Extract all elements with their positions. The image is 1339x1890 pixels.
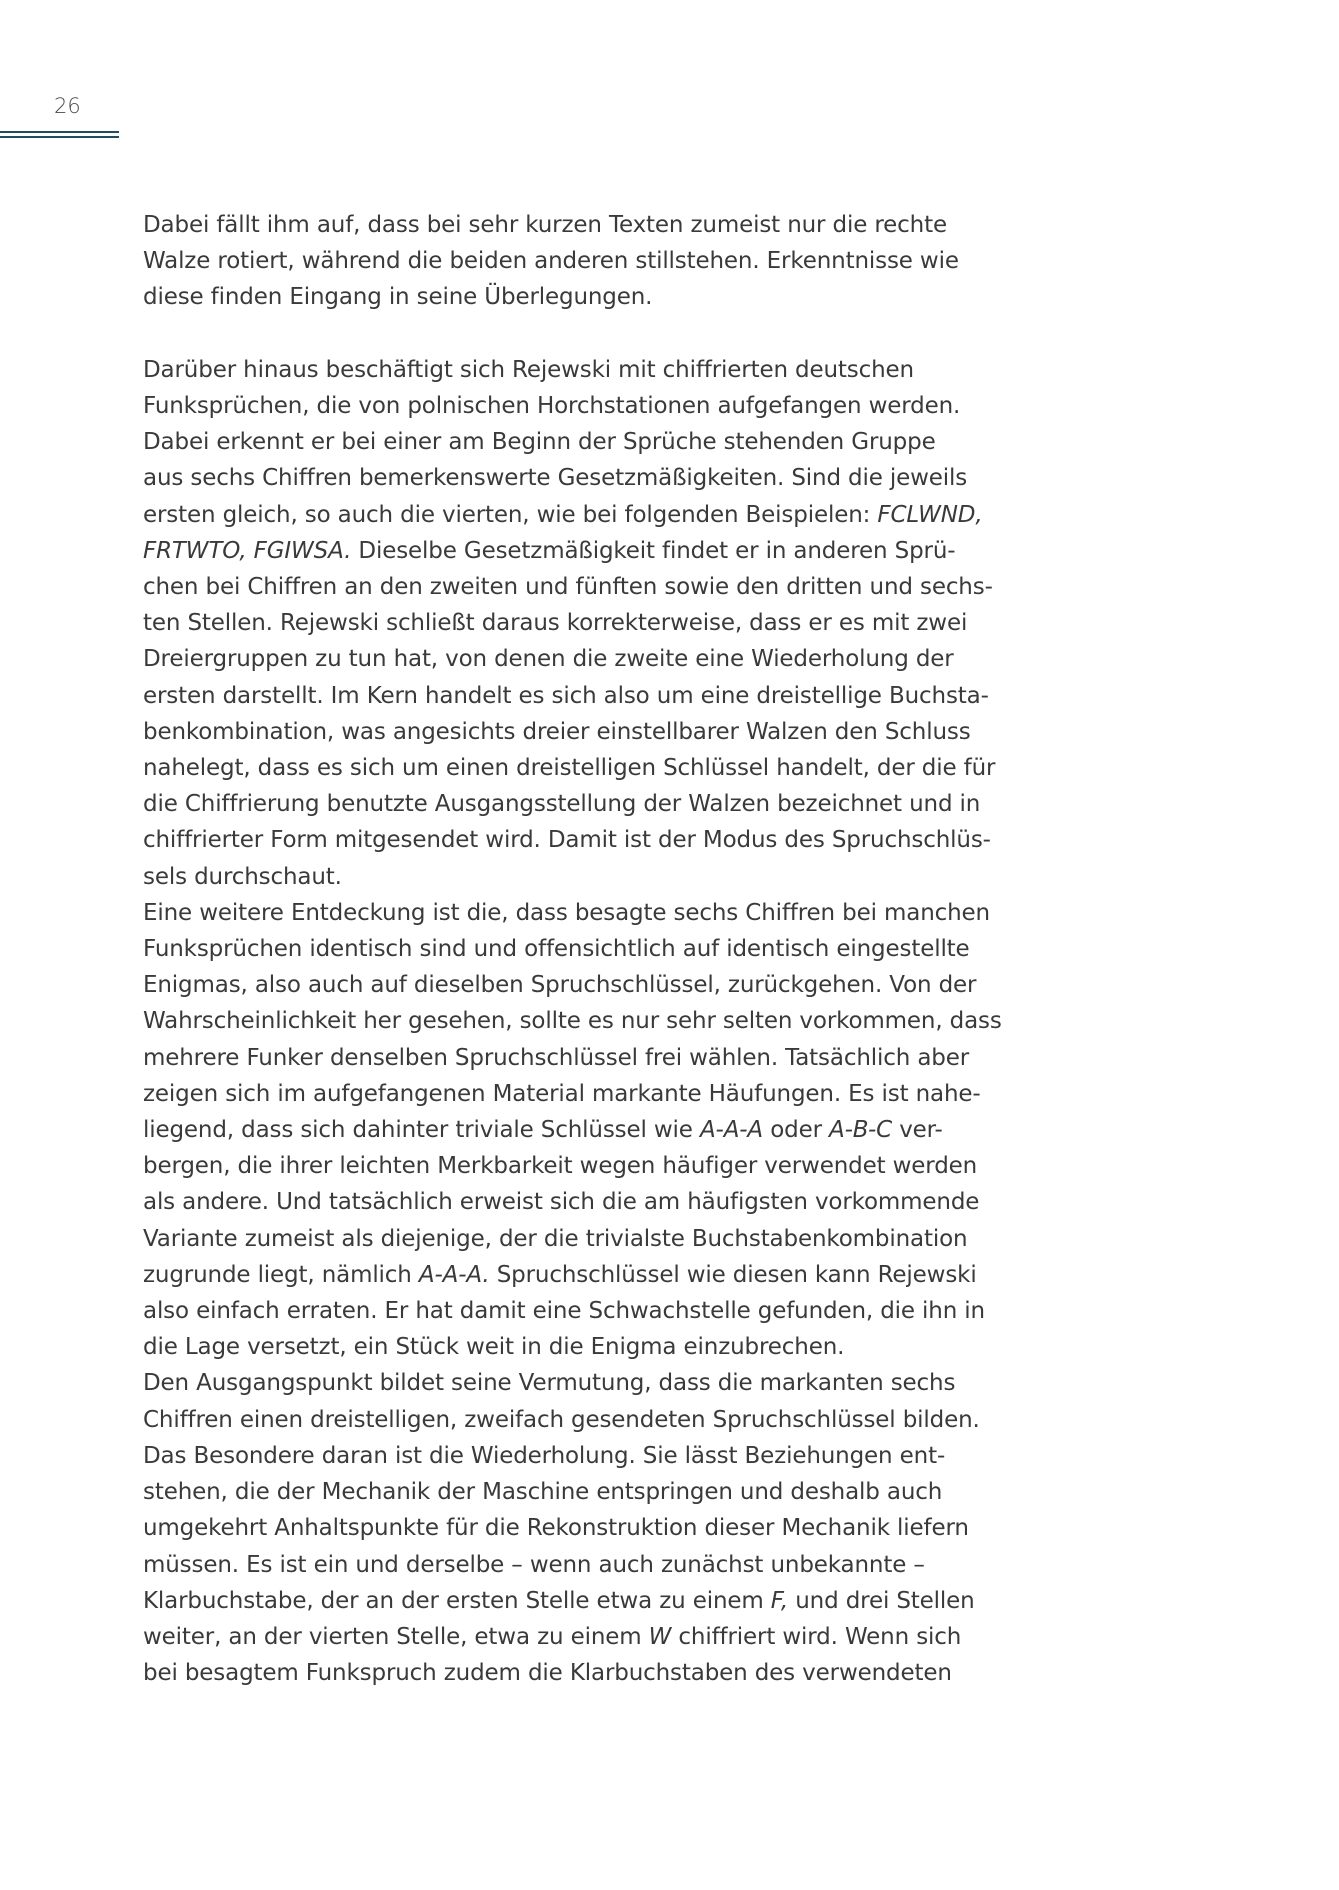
text-line [143, 1438, 1043, 1474]
text-line [143, 1547, 1043, 1583]
text-segment: Funksprüchen, die von polnischen Horchstationen aufgefangen werden. [143, 393, 961, 419]
italic-text: F, [770, 1587, 789, 1614]
header-rule-upper [0, 131, 119, 133]
italic-text: FRTWTO, FGIWSA. [143, 537, 352, 564]
paragraph [143, 1365, 1043, 1691]
text-segment: bergen, die ihrer leichten Merkbarkeit wegen häufiger verwendet werden [143, 1153, 978, 1180]
text-line [143, 460, 1043, 496]
text-line [143, 279, 1043, 315]
text-segment: Dabei erkennt er bei einer am Beginn der Sprüche stehenden Gruppe [143, 429, 936, 456]
text-segment: Enigmas, also auch auf dieselben Spruchschlüssel, zurückgehen. Von der [143, 972, 977, 999]
text-segment: also einfach erraten. Er hat damit eine Schwachstelle gefunden, die ihn in [143, 1298, 985, 1325]
text-line [143, 1257, 1043, 1293]
text-line [143, 822, 1043, 858]
text-line [143, 967, 1043, 1003]
text-segment: zeigen sich im aufgefangenen Material markante Häufungen. Es ist nahe- [143, 1080, 981, 1107]
paragraph [143, 895, 1043, 1366]
text-segment: die Chiffrierung benutzte Ausgangsstellung der Walzen bezeichnet und in [143, 791, 981, 818]
text-line [143, 1221, 1043, 1257]
paragraph [143, 207, 1043, 316]
text-segment: Dieselbe Gesetzmäßigkeit findet er in anderen Sprü- [351, 537, 956, 564]
text-segment: zugrunde liegt, nämlich [143, 1261, 419, 1288]
text-segment: Dreiergruppen zu tun hat, von denen die zweite eine Wiederholung der [143, 646, 954, 673]
text-segment: und drei Stellen [788, 1587, 975, 1614]
text-line [143, 1076, 1043, 1112]
text-line [143, 1293, 1043, 1329]
italic-text: W [648, 1623, 672, 1650]
text-segment: Wahrscheinlichkeit her gesehen, sollte es nur sehr selten vorkommen, dass [143, 1008, 1002, 1035]
header-rule-lower [0, 136, 119, 138]
text-line [143, 1365, 1043, 1401]
paragraph [143, 352, 1043, 895]
text-segment: stehen, die der Mechanik der Maschine entspringen und deshalb auch [143, 1479, 943, 1506]
body-text [143, 207, 1043, 1691]
text-line [143, 207, 1043, 243]
text-segment: Spruchschlüssel wie diesen kann Rejewski [489, 1261, 977, 1288]
text-line [143, 1510, 1043, 1546]
text-line [143, 1329, 1043, 1365]
text-line [143, 605, 1043, 641]
text-segment: mehrere Funker denselben Spruchschlüssel frei wählen. Tatsächlich aber [143, 1044, 970, 1071]
text-segment: diese finden Eingang in seine Überlegungen. [143, 284, 653, 311]
text-segment: Eine weitere Entdeckung ist die, dass besagte sechs Chiffren bei manchen [143, 899, 990, 926]
text-line [143, 388, 1043, 424]
text-segment: benkombination, was angesichts dreier einstellbarer Walzen den Schluss [143, 718, 971, 745]
text-line [143, 931, 1043, 967]
text-segment: oder [763, 1117, 830, 1144]
text-line [143, 1619, 1043, 1655]
text-segment: umgekehrt Anhaltspunkte für die Rekonstruktion dieser Mechanik liefern [143, 1515, 969, 1542]
italic-text: A-A-A [699, 1117, 764, 1144]
text-segment: chen bei Chiffren an den zweiten und fünften sowie den dritten und sechs- [143, 574, 993, 601]
text-line [143, 424, 1043, 460]
italic-text: FCLWND, [877, 501, 983, 528]
text-segment: bei besagtem Funkspruch zudem die Klarbuchstaben des verwendeten [143, 1660, 952, 1687]
text-line [143, 641, 1043, 677]
text-segment: weiter, an der vierten Stelle, etwa zu einem [143, 1623, 649, 1650]
text-segment: Dabei fällt ihm auf, dass bei sehr kurzen Texten zumeist nur die rechte [143, 212, 947, 238]
text-segment: Das Besondere daran ist die Wiederholung. Sie lässt Beziehungen ent- [143, 1442, 946, 1469]
text-segment: ersten gleich, so auch die vierten, wie bei folgenden Beispielen: [143, 501, 878, 528]
text-line [143, 243, 1043, 279]
text-segment: ten Stellen. Rejewski schließt daraus korrekterweise, dass er es mit zwei [143, 610, 968, 637]
text-segment: als andere. Und tatsächlich erweist sich die am häufigsten vorkommende [143, 1189, 980, 1216]
text-segment: Darüber hinaus beschäftigt sich Rejewski mit chiffrierten deutschen [143, 356, 914, 383]
italic-text: A-A-A. [418, 1261, 490, 1288]
text-line [143, 352, 1043, 388]
text-line [143, 1402, 1043, 1438]
text-segment: die Lage versetzt, ein Stück weit in die Enigma einzubrechen. [143, 1334, 845, 1361]
text-segment: nahelegt, dass es sich um einen dreistelligen Schlüssel handelt, der die für [143, 755, 996, 782]
text-line [143, 497, 1043, 533]
text-segment: ersten darstellt. Im Kern handelt es sich also um eine dreistellige Buchsta- [143, 682, 989, 709]
text-segment: Walze rotiert, während die beiden anderen stillstehen. Erkenntnisse wie [143, 248, 959, 275]
text-line [143, 750, 1043, 786]
text-line [143, 1184, 1043, 1220]
text-line [143, 1148, 1043, 1184]
text-segment: Chiffren einen dreistelligen, zweifach gesendeten Spruchschlüssel bilden. [143, 1406, 980, 1433]
text-segment: ver- [892, 1117, 943, 1144]
text-line [143, 1040, 1043, 1076]
text-segment: müssen. Es ist ein und derselbe – wenn auch zunächst unbekannte – [143, 1551, 925, 1578]
italic-text: A-B-C [829, 1117, 893, 1144]
text-segment: aus sechs Chiffren bemerkenswerte Gesetzmäßigkeiten. Sind die jeweils [143, 465, 968, 492]
text-segment: chiffriert wird. Wenn sich [671, 1623, 962, 1650]
text-segment: Variante zumeist als diejenige, der die trivialste Buchstabenkombination [143, 1225, 968, 1252]
text-segment: Klarbuchstabe, der an der ersten Stelle etwa zu einem [143, 1587, 771, 1614]
text-segment: Funksprüchen identisch sind und offensichtlich auf identisch eingestellte [143, 936, 970, 963]
page-number: 26 [54, 94, 81, 118]
text-line [143, 1112, 1043, 1148]
text-line [143, 533, 1043, 569]
text-line [143, 678, 1043, 714]
text-segment: chiffrierter Form mitgesendet wird. Damit ist der Modus des Spruchschlüs- [143, 827, 991, 854]
text-line [143, 569, 1043, 605]
text-segment: liegend, dass sich dahinter triviale Schlüssel wie [143, 1117, 700, 1144]
text-segment: sels durchschaut. [143, 863, 342, 890]
text-line [143, 1655, 1043, 1691]
text-line [143, 714, 1043, 750]
text-line [143, 786, 1043, 822]
text-segment: Den Ausgangspunkt bildet seine Vermutung, dass die markanten sechs [143, 1370, 956, 1397]
text-line [143, 859, 1043, 895]
text-line [143, 1583, 1043, 1619]
paragraph-gap [143, 316, 1043, 352]
text-line [143, 1003, 1043, 1039]
text-line [143, 1474, 1043, 1510]
text-line [143, 895, 1043, 931]
